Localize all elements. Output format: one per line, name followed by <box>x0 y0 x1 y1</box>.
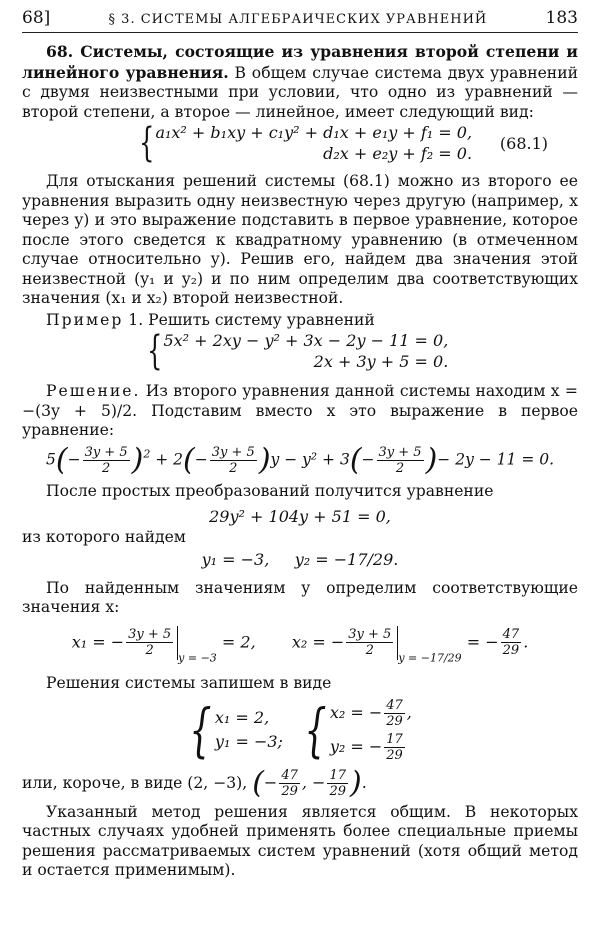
x-values-equation: x₁ = − $\frac{3y + 5}{2}$ $_{y = -3}$ = 2, x₂ = − $\frac{3y + 5}{2}$ $_{y = -17/29}$ = − $\frac{47}{29}$ . <box>71 627 529 664</box>
running-header <box>22 8 578 33</box>
left-brace-icon: { <box>304 695 327 764</box>
closing-paragraph: Указанный метод решения является общим. В некоторых частных случаях удобней применять более специальные приемы решения рассматриваемых систем уравнений (хотя общий метод и остается применимым). <box>22 802 578 879</box>
example-system <box>142 330 578 376</box>
solution-label: Решение. <box>46 382 141 400</box>
system-line-1: a₁x² + b₁xy + c₁y² + d₁x + e₁y + f₁ = 0, <box>155 123 473 142</box>
section-intro-paragraph <box>22 42 578 122</box>
solutions-systems: { x₁ = 2, y₁ = −3; { x₂ = − $\frac{47}{29}$ , y₂ = − $\frac{17}{29}$ <box>189 695 412 764</box>
page-number: 183 <box>545 8 578 28</box>
after-transform-text: После простых преобразований получится уравнение <box>46 481 494 500</box>
example-line-1: 5x² + 2xy − y² + 3x − 2y − 11 = 0, <box>163 331 449 350</box>
example-text: 1. Решить систему уравнений <box>128 310 375 329</box>
solution-text: Из второго уравнения данной системы находим x = −(3y + 5)/2. Подставим вместо x это выражение в первое уравнение: <box>22 382 578 439</box>
roots-equation: y₁ = −3, y₂ = −17/29. <box>201 549 399 569</box>
example-line-2: 2x + 3y + 5 = 0. <box>313 352 449 371</box>
system-line-2: d₂x + e₂y + f₂ = 0. <box>323 144 473 163</box>
write-as-text: Решения системы запишем в виде <box>46 674 332 692</box>
left-brace-icon: { <box>189 695 212 764</box>
by-found-values-text: По найденным значениям y определим соответствующие значения x: <box>22 578 578 616</box>
method-paragraph: Для отыскания решений системы (68.1) можно из второго ее уравнения выразить одну неизвестную через другую (например, x через y) и это выражение подставить в первое уравнение, которое после этого сведется к квадратному уравнению (в отмеченном случае относительно y). Решив его, найдем два значения этой неизвестной (y₁ и y₂) и по ним определим два соответствующих значения (x₁ и x₂) второй неизвестной. <box>22 172 578 307</box>
left-brace-icon: { <box>139 120 155 166</box>
page-left-marker: 68] <box>22 8 51 28</box>
shorter-form-text: или, короче, в виде (2, −3), (− $\frac{47}{29}$ , − $\frac{17}{29}$ ). <box>22 765 367 800</box>
quadratic-equation: 29y² + 104y + 51 = 0, <box>209 507 391 526</box>
from-which-text: из которого найдем <box>22 528 186 546</box>
section-intro: В общем случае система двух уравнений с двумя неизвестными при условии, что одно из уравнений — второй степени, а второе — линейное, имеет следующий вид: <box>22 63 578 121</box>
equation-number: (68.1) <box>499 134 548 153</box>
example-label: Пример <box>46 310 124 329</box>
substitution-equation: 5(− $\frac{3y + 5}{2}$ )$^2$ + 2(− $\frac{3y + 5}{2}$ )y − y² + 3(− $\frac{3y + 5}{2}$ )− 2y − 11 = 0. <box>45 442 555 477</box>
left-brace-icon: { <box>147 328 163 374</box>
example-heading <box>22 311 578 331</box>
running-title: § 3. СИСТЕМЫ АЛГЕБРАИЧЕСКИХ УРАВНЕНИЙ <box>108 12 488 27</box>
general-system-equation <box>134 122 578 168</box>
section-heading: 68. Системы, состоящие из уравнения второй степени и линейного уравнения. <box>22 42 578 82</box>
solution-paragraph <box>22 382 578 441</box>
